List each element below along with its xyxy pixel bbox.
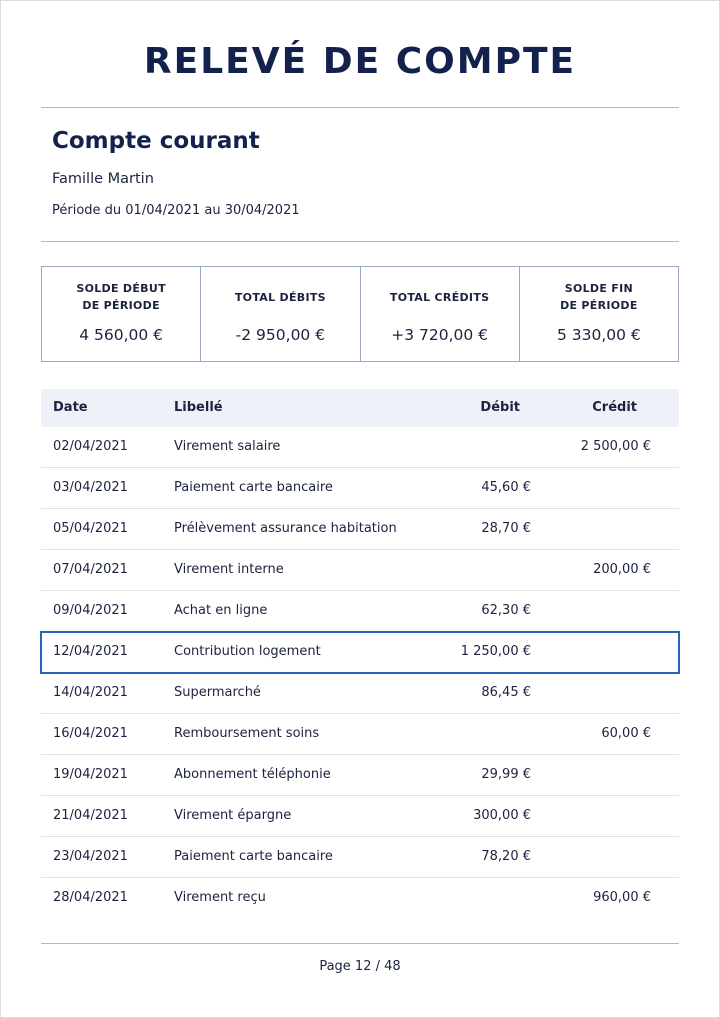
cell-label: Paiement carte bancaire: [174, 480, 333, 495]
cell-credit: 60,00 €: [601, 726, 651, 741]
cell-label: Virement reçu: [174, 890, 266, 905]
page-number: Page 12 / 48: [319, 959, 401, 974]
transactions-table: [41, 389, 679, 918]
cell-debit: 29,99 €: [481, 767, 531, 782]
cell-date: 05/04/2021: [53, 521, 128, 536]
summary-opening-balance: [42, 267, 201, 361]
summary-total-debits: [201, 267, 360, 361]
table-row: [41, 632, 679, 673]
summary-closing-balance: [520, 267, 678, 361]
cell-label: Achat en ligne: [174, 603, 268, 618]
divider-top: [41, 107, 679, 108]
cell-credit: 960,00 €: [593, 890, 651, 905]
cell-label: Prélèvement assurance habitation: [174, 521, 397, 536]
cell-label: Remboursement soins: [174, 726, 320, 741]
cell-debit: 78,20 €: [481, 849, 531, 864]
summary-label: SOLDE FIN DE PÉRIODE: [560, 282, 638, 312]
cell-debit: 86,45 €: [481, 685, 531, 700]
table-row: [41, 550, 679, 591]
divider-bottom: [41, 943, 679, 944]
statement-period: Période du 01/04/2021 au 30/04/2021: [52, 203, 300, 218]
cell-date: 12/04/2021: [53, 644, 128, 659]
table-row: [41, 878, 679, 918]
cell-label: Virement interne: [174, 562, 284, 577]
cell-debit: 62,30 €: [481, 603, 531, 618]
header-date: Date: [53, 400, 88, 415]
cell-label: Virement salaire: [174, 439, 281, 454]
cell-label: Abonnement téléphonie: [174, 767, 331, 782]
header-debit: Débit: [480, 400, 520, 415]
cell-date: 03/04/2021: [53, 480, 128, 495]
cell-debit: 1 250,00 €: [460, 644, 531, 659]
table-row: [41, 509, 679, 550]
cell-label: Virement épargne: [174, 808, 292, 823]
summary-value: 4 560,00 €: [79, 326, 164, 344]
summary-value: 5 330,00 €: [556, 326, 641, 344]
cell-label: Supermarché: [174, 685, 261, 700]
table-row: [41, 591, 679, 632]
cell-credit: 2 500,00 €: [580, 439, 651, 454]
cell-credit: 200,00 €: [593, 562, 651, 577]
summary-box: [41, 266, 679, 362]
cell-date: 07/04/2021: [53, 562, 128, 577]
table-row: [41, 837, 679, 878]
cell-date: 28/04/2021: [53, 890, 128, 905]
cell-date: 14/04/2021: [53, 685, 128, 700]
table-row: [41, 673, 679, 714]
table-body: [41, 427, 679, 918]
header-label: Libellé: [174, 400, 223, 415]
cell-debit: 300,00 €: [473, 808, 531, 823]
cell-label: Paiement carte bancaire: [174, 849, 333, 864]
cell-debit: 45,60 €: [481, 480, 531, 495]
cell-date: 02/04/2021: [53, 439, 128, 454]
cell-date: 23/04/2021: [53, 849, 128, 864]
table-row: [41, 427, 679, 468]
table-row: [41, 755, 679, 796]
cell-date: 19/04/2021: [53, 767, 128, 782]
summary-value: -2 950,00 €: [235, 326, 326, 344]
cell-debit: 28,70 €: [481, 521, 531, 536]
table-header: [41, 389, 679, 427]
account-holder: Famille Martin: [52, 171, 154, 187]
summary-value: +3 720,00 €: [391, 326, 489, 344]
summary-label: TOTAL DÉBITS: [234, 290, 326, 304]
header-credit: Crédit: [592, 400, 637, 415]
table-row: [41, 468, 679, 509]
account-type: Compte courant: [52, 128, 260, 154]
divider-middle: [41, 241, 679, 242]
table-row: [41, 796, 679, 837]
summary-label: SOLDE DÉBUT DE PÉRIODE: [76, 282, 166, 312]
cell-date: 09/04/2021: [53, 603, 128, 618]
table-row: [41, 714, 679, 755]
cell-date: 16/04/2021: [53, 726, 128, 741]
cell-label: Contribution logement: [174, 644, 321, 659]
page-title: RELEVÉ DE COMPTE: [143, 41, 577, 82]
summary-total-credits: [361, 267, 520, 361]
cell-date: 21/04/2021: [53, 808, 128, 823]
summary-label: TOTAL CRÉDITS: [389, 290, 490, 304]
